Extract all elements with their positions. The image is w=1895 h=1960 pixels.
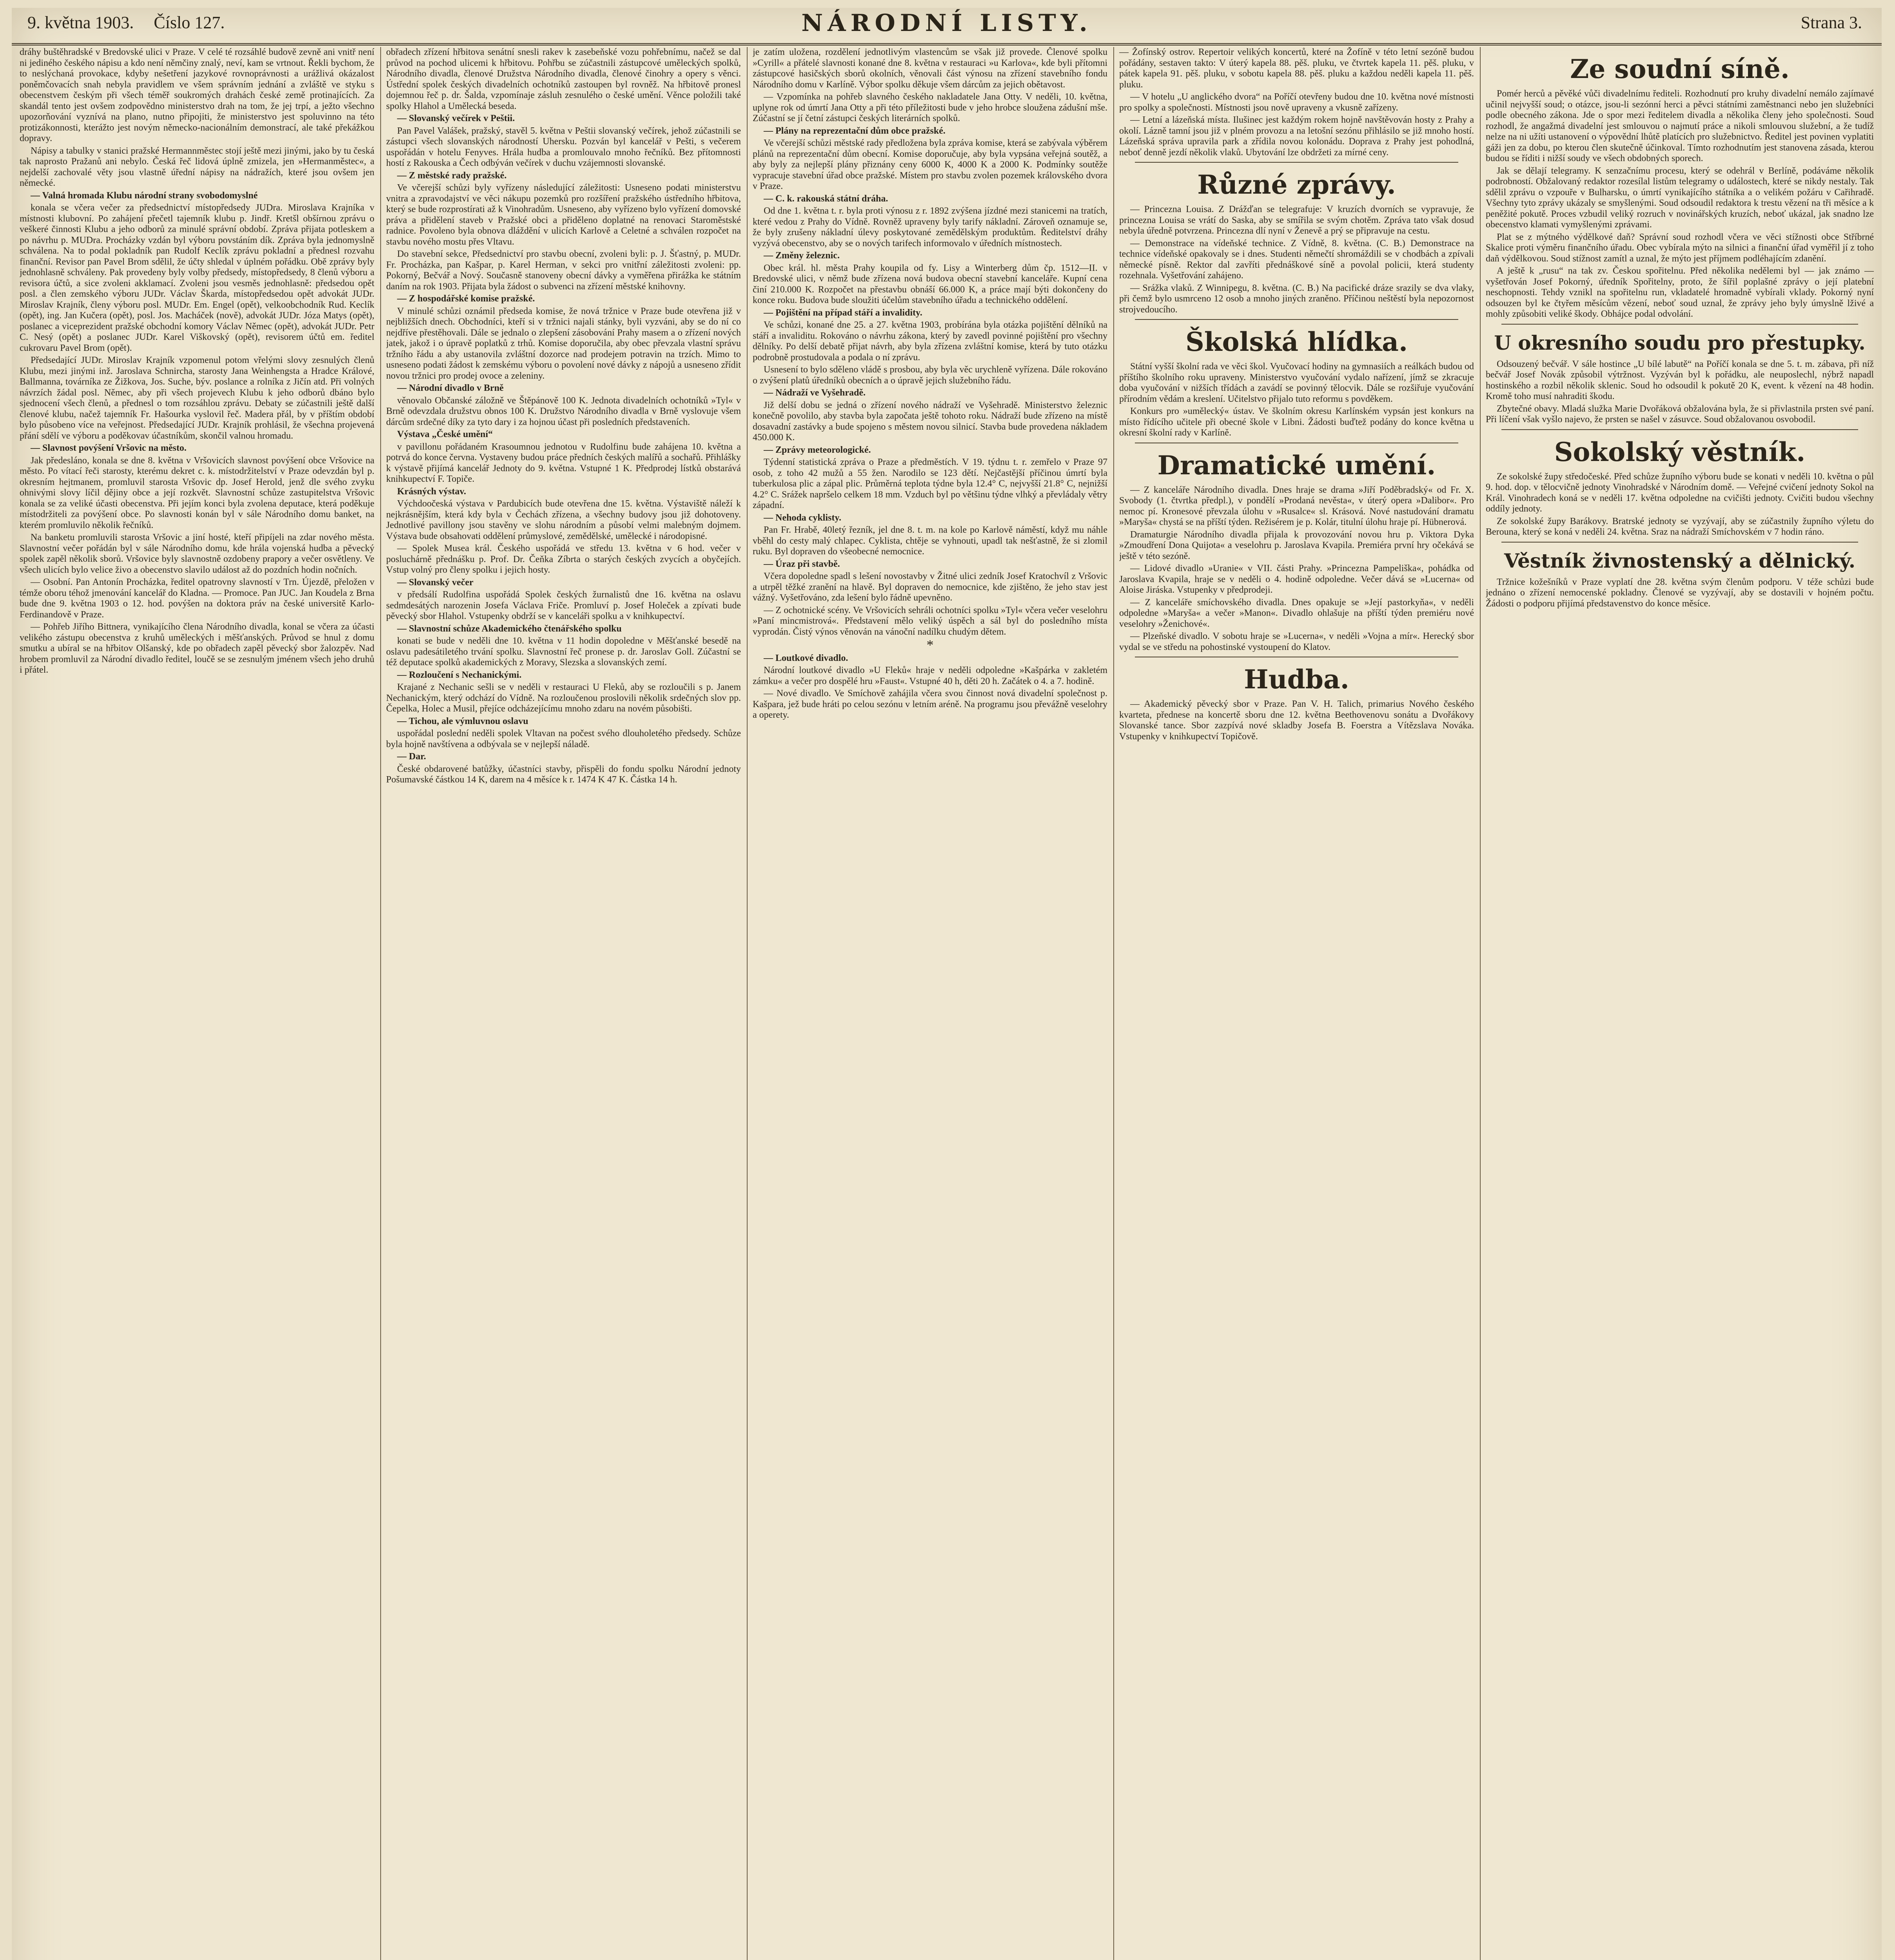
newspaper-title: NÁRODNÍ LISTY. xyxy=(801,9,1092,37)
section-title-ruzne-zpravy: Různé zprávy. xyxy=(1197,169,1396,200)
article-heading: — Nádraží ve Vyšehradě. xyxy=(764,388,866,398)
column-divider xyxy=(380,47,381,1960)
column-divider xyxy=(1480,47,1481,1960)
article-text: — Letní a lázeňská místa. Ilušinec jest každým rokem hojně navštěvován hosty z Prahy a okolí. Lázně tamní jsou již v plném provozu a na letošní sezónu přihlásilo se již mnoho hostí. Lázeňská správa upravila park a zřídila novou kolonádu. Doprava z Prahy jest pohodlná, neboť denně jezdí několik vlaků. Ubytování lze obdržeti za mírné ceny. xyxy=(1119,115,1474,158)
article-text: — Plzeňské divadlo. V sobotu hraje se »Lucerna«, v neděli »Vojna a mír«. Herecký sbor vydal se ve středu na pohostinské vystoupení do Klatov. xyxy=(1119,631,1474,652)
page-number: Strana 3. xyxy=(1801,13,1862,32)
section-rule xyxy=(1501,324,1858,325)
section-title-skolska-hlidka: Školská hlídka. xyxy=(1185,327,1408,357)
article-text: je zatím uložena, rozdělení jednotlivým vlastencům se však již provede. Členové spolku »Cyrill« a přátelé slavnosti konané dne 8. května v restauraci »u Karlova«, kde byli přítomni zástupcové hasičských sborů okolních, věnovali část výnosu na zřízení stavebního fondu Národního domu v Karlíně. Výbor spolku děkuje všem dárcům za jejich obětavost. xyxy=(753,47,1107,90)
article-text: A ještě k „rusu“ na tak zv. Českou spořitelnu. Před několika nedělemi byl — jak známo — vyšetřován Josef Pokorný, úředník Spořitelny, proto, že šířil poplašné zprávy o její platební neschopnosti. Tehdy vznikl na spořitelnu run, vkladatelé hromadně vybírali vklady. Pokorný nyní odsouzen byl ke čtyřem měsícům vězení, neboť soud uznal, že zprávy jeho byly úmyslně lživé a mohly způsobiti veliké škody. Obhájce podal odvolání. xyxy=(1486,266,1874,319)
article-text: Týdenní statistická zpráva o Praze a předměstích. V 19. týdnu t. r. zemřelo v Praze 97 osob, z toho 42 mužů a 55 žen. Narodilo se 123 dětí. Nejčastější příčinou úmrtí byla tuberkulosa plic a zápal plic. Průměrná teplota týdne byla 12.4° C, nejvyšší 21.8° C, nejnižší 4.2° C. Srážek napršelo celkem 18 mm. Vzduch byl po většinu týdne vlhký a převládaly větry západní. xyxy=(753,457,1107,510)
article-text: Národní loutkové divadlo »U Fleků« hraje v neděli odpoledne »Kašpárka v zakletém zámku« a večer pro dospělé hru »Faust«. Vstupné 40 h, děti 20 h. Začátek o 4. a 7. hodině. xyxy=(753,665,1107,686)
article-heading: — Tichou, ale výmluvnou oslavu xyxy=(397,716,528,726)
article-text: — Lidové divadlo »Uranie« v VII. části Prahy. »Princezna Pampeliška«, pohádka od Jaroslava Kvapila, hraje se v neděli o 4. hodině odpoledne. Večer dává se »Lucerna« od Aloise Jiráska. Vstupenky v předprodeji. xyxy=(1119,563,1474,595)
newspaper-page xyxy=(12,8,1882,1960)
column-5 xyxy=(1486,47,1874,1960)
section-rule xyxy=(1135,162,1458,163)
article-text: — Akademický pěvecký sbor v Praze. Pan V. H. Talich, primarius Nového českého kvarteta, přednese na koncertě sboru dne 12. května Beethovenovu sonátu a Dvořákovy Slovanské tance. Sbor zazpívá nové skladby Josefa B. Foerstra a Vítězslava Nováka. Vstupenky v knihkupectví Topičově. xyxy=(1119,699,1474,742)
section-title-okresni-soud: U okresního soudu pro přestupky. xyxy=(1494,331,1866,354)
section-title-sokolsky-vestnik: Sokolský věstník. xyxy=(1554,436,1806,467)
section-title-hudba: Hudba. xyxy=(1244,664,1349,695)
article-heading: — Plány na reprezentační dům obce pražské. xyxy=(764,125,946,136)
article-text: — Z kanceláře smíchovského divadla. Dnes opakuje se »Její pastorkyňa«, v neděli odpoledne »Maryša« a večer »Manon«. Divadlo ohlašuje na příští týden premiéru nové veselohry »Ženichové«. xyxy=(1119,597,1474,629)
article-text: — Z kanceláře Národního divadla. Dnes hraje se drama »Jiří Poděbradský« od Fr. X. Svobody (1. čtvrtka předpl.), v pondělí »Prodaná nevěsta«, v úterý opera »Dalibor«. Pro nemoc pí. Kronesové převzala úlohu v »Rusalce« sl. Krásová. Nové nastudování dramatu »Maryša« chystá se na příští týden. Režisérem je p. Kolár, titulní úlohu hraje pí. Hübnerová. xyxy=(1119,485,1474,527)
article-heading: — Úraz při stavbě. xyxy=(764,559,840,569)
column-4 xyxy=(1119,47,1474,1960)
article-heading: — Loutkové divadlo. xyxy=(764,653,848,663)
article-heading: Krásných výstav. xyxy=(397,486,466,497)
article-text: Konkurs pro »umělecký« ústav. Ve školním okresu Karlínském vypsán jest konkurs na místo řídícího učitele při obecné škole v Libni. Žádosti buďtež podány do konce května u okresní školní rady v Karlíně. xyxy=(1119,406,1474,438)
article-text: České obdarovené batůžky, účastníci stavby, přispěli do fondu spolku Národní jednoty Pošumavské částkou 14 K, darem na 4 měsíce k r. 1474 K 47 K. Částka 14 h. xyxy=(386,764,741,785)
article-heading: — Dar. xyxy=(397,751,426,762)
article-text: — Nové divadlo. Ve Smíchově zahájila včera svou činnost nová divadelní společnost p. Kašpara, jež bude hráti po celou sezónu v letním aréně. Na programu jsou převážně veselohry a operety. xyxy=(753,688,1107,720)
article-heading: — Slovanský večer xyxy=(397,577,474,588)
article-heading: — Zprávy meteorologické. xyxy=(764,445,871,455)
article-text: Ve včerejší schůzi byly vyřízeny následující záležitosti: Usneseno podati ministerstvu vnitra a zpravodajství ve věci nákupu pozemků pro rozšíření pražského ústředního hřbitova, který se bude rozprostírati až k Vinohradům. Usneseno, aby vyřízeno bylo vyřízení domovské práva a přidělení staveb v Pražské obci a přiděleno doplatné na renovaci Staroměstské radnice. Povoleno byla obnova dláždění v ulicích Karlově a Celetné a schválen rozpočet na stavbu nového mostu přes Vltavu. xyxy=(386,183,741,247)
article-text: Usnesení to bylo sděleno vládě s prosbou, aby byla věc urychleně vyřízena. Dále rokováno o zvýšení platů úředníků obecních a o úpravě jejich služebního řádu. xyxy=(753,365,1107,386)
section-title-soudni-sin: Ze soudní síně. xyxy=(1570,54,1790,84)
article-text: dráhy buštěhradské v Bredovské ulici v Praze. V celé té rozsáhlé budově zevně ani vnitř není ni jediného českého nápisu a kdo není němčiny znalý, neví, kam se vrtnout. Řekli bychom, že to neslýchaná provokace, kdyby nešetření jazykové rovnoprávnosti a urážlivá okázalost poněmčovacích snah nebyla pravidlem ve všem správním jednání a zvláště ve styku s obecenstvem českým při všech téměř soukromých drahách české země protinajících. Za skandál tento jest ovšem zodpovědno ministerstvo drah na tom, že jej trpí, a ježto všechno upozorňování vyznívá na plano, nutno připojiti, že ministerstvo jest spoluvinno na této protizákonnosti, kterážto jest novým německo-nacionálním demonstrací, ale také překážkou dopravy. xyxy=(20,47,374,143)
issue-date: 9. května 1903. xyxy=(27,13,134,32)
article-heading: — Valná hromada Klubu národní strany svobodomyslné xyxy=(31,190,258,201)
article-text: Pan Pavel Valášek, pražský, stavěl 5. května v Peštii slovanský večírek, jehož zúčastnili se zástupci všech slovanských národností Uhersku. Pozván byl kancelář v Pešti, s večerem uspořádán v hotelu Fenyves. Hrála hudba a promlouvalo mnoho řečníků. Bez přítomnosti hostí z Rakouska a Čech odbýván večírek v duchu vzájemnosti slovanské. xyxy=(386,125,741,168)
article-heading: — C. k. rakouská státní dráha. xyxy=(764,193,888,204)
article-heading: — Pojištění na případ stáří a invalidity. xyxy=(764,307,922,318)
article-heading: — Slovanský večírek v Peštii. xyxy=(397,113,515,123)
article-heading: — Rozloučení s Nechanickými. xyxy=(397,670,522,680)
article-text: Ze sokolské župy Barákovy. Bratrské jednoty se vyzývají, aby se zúčastnily župního výletu do Berouna, který se koná v neděli 24. května. Sraz na nádraží Smíchovském v 7 hodin ráno. xyxy=(1486,516,1874,537)
article-text: — Z ochotnické scény. Ve Vršovicích sehráli ochotníci spolku »Tyl« včera večer veselohru »Paní mincmistrová«. Představení mělo veliký úspěch a sál byl do posledního místa vyprodán. Čistý výnos věnován na vánoční nadílku chudým dětem. xyxy=(753,605,1107,637)
column-divider xyxy=(1113,47,1114,1960)
article-text: Krajané z Nechanic sešli se v neděli v restauraci U Fleků, aby se rozloučili s p. Janem Nechanickým, který odchází do Vídně. Na rozloučenou proslovili několik srdečných slov pp. Čepelka, Holec a Musil, přejíce odcházejícímu mnoho zdaru na novém působišti. xyxy=(386,682,741,714)
article-text: Od dne 1. května t. r. byla proti výnosu z r. 1892 zvýšena jízdné mezi stanicemi na tratích, které vedou z Prahy do Vídně. Rovněž upraveny byly tarify nákladní. Zároveň oznamuje se, že byly zrušeny nákladní úlevy poskytované zemědělským produktům. Ředitelství dráhy vyzývá obecenstvo, aby se o nových tarifech informovalo v úředních místnostech. xyxy=(753,206,1107,249)
article-text: Pomér herců a pěvěké vůči divadelnímu řediteli. Rozhodnutí pro kruhy divadelní nemálo zajímavé učinil nejvyšší soud; o otázce, jsou-li sezónní herci a pěvci státními zaměstnanci nebo jen služebníci podle obecného zákona. Jde o spor mezi ředitelem divadla a několika členy jeho společnosti. Soud rozhodl, že angažmá divadelní jest smlouvou o najmutí práce a nikoli smlouvou služební, a že tudíž nelze na ni užíti ustanovení o výpovědní lhůtě platících pro služebnictvo. Ředitel jest povinen vyplatiti gáži jen za dobu, po kterou člen skutečně účinkoval. Tímto rozhodnutím jest stanovena zásada, kterou budou se říditi i nižší soudy ve všech obdobných sporech. xyxy=(1486,89,1874,163)
article-text: — Vzpomínka na pohřeb slavného českého nakladatele Jana Otty. V neděli, 10. května, uplyne rok od úmrtí Jana Otty a při této příležitosti bude v jeho hrobce sloužena zádušní mše. Zúčastní se jí četní zástupci českých literárních spolků. xyxy=(753,92,1107,123)
article-text: — Pohřeb Jiřího Bittnera, vynikajícího člena Národního divadla, konal se včera za účasti velikého zástupu obecenstva z kruhů uměleckých i měšťanských. Průvod se hnul z domu smutku a ubíral se na hřbitov Olšanský, kde po obřadech zapěl pěvecký sbor žalozpěv. Nad hrobem promluvil za Národní divadlo ředitel, loučě se se zesnulým jménem všech jeho druhů i přátel. xyxy=(20,622,374,675)
article-heading: — Národní divadlo v Brně xyxy=(397,383,504,393)
article-heading: — Slavnost povýšení Vršovic na město. xyxy=(31,443,187,453)
article-text: Obec král. hl. města Prahy koupila od fy. Lisy a Winterberg dům čp. 1512—II. v Bredovské ulici, v němž bude zřízena nová budova obecní stavební kanceláře. Kupní cena činí 210.000 K. Rozpočet na přestavbu obnáší 66.000 K, a práce mají býti dokončeny do konce roku. Budova bude sloužiti účelům stavebního úřadu a technického oddělení. xyxy=(753,263,1107,305)
article-text: — Princezna Louisa. Z Drážďan se telegrafuje: V kruzích dvorních se vypravuje, že princezna Louisa se vrátí do Saska, aby se smířila se svým chotěm. Zpráva tato však dosud nebyla úředně potvrzena. Princezna dlí nyní v Ženevě a prý se připravuje na cestu. xyxy=(1119,204,1474,236)
section-rule xyxy=(1135,319,1458,320)
article-heading: — Slavnostní schůze Akademického čtenářského spolku xyxy=(397,623,622,634)
article-heading: — Z hospodářské komise pražské. xyxy=(397,294,535,304)
article-text: — V hotelu „U anglického dvora“ na Poříčí otevřeny budou dne 10. května nové místnosti pro spolky a společnosti. Místnosti jsou nově upraveny a vkusně zařízeny. xyxy=(1119,92,1474,113)
article-text: Ze sokolské župy středočeské. Před schůze župního výboru bude se konati v neděli 10. května o půl 9. hod. dop. v tělocvičně jednoty Vinohradské v Národním domě. — Veřejné cvičení jednoty Sokol na Král. Vinohradech koná se v neděli 17. května odpoledne na cvičišti jednoty. Cvičiti budou všechny oddíly jednoty. xyxy=(1486,471,1874,514)
article-heading: — Nehoda cyklisty. xyxy=(764,512,842,523)
article-text: konala se včera večer za předsednictví místopředsedy JUDra. Miroslava Krajníka v místnosti klubovní. Po zahájení přečetl tajemník klubu p. Jindř. Kretšl obšírnou zprávu o veškeré činnosti Klubu a jeho odborů za minulé správní období. Zpráva přijata potleskem a po návrhu p. MUDra. Procházky vzdán byl výboru povstáním dík. Zpráva byla jednomyslně schválena. Na to podal pokladník pan Rudolf Keclík zprávu pokladní a přednesl rozvahu finanční. Revisor pan Pavel Brom sdělil, že účty shledal v úplném pořádku. Obě zprávy byly jednohlasně schváleny. Pak provedeny byly volby předsedy, místopředsedy, 8 členů výboru a revisora účtů, a sice zvoleni akklamací. Zvoleni jsou vesměs jednohlasně: předsedou opět posl. a člen zemského výboru JUDr. Václav Škarda, místopředsedou opět advokát JUDr. Miroslav Krajník, členy výboru posl. MUDr. Em. Engel (opět), velkoobchodník Rud. Keclík (opět), ing. Jan Kučera (opět), posl. Jos. Macháček (nově), advokát JUDr. Józa Matys (opět), poslanec a viceprezident pražské obchodní komory Václav Němec (opět), advokát JUDr. Petr C. Nesý (opět) a poslanec JUDr. Karel Viškovský (opět), revisorem účtů em. ředitel cukrovaru Pavel Brom (opět). xyxy=(20,203,374,353)
article-text: Nápisy a tabulky v stanici pražské Hermannměstec stojí ještě mezi jinými, jako by tu česká tak naprosto Pražanů ani nebylo. Česká řeč lidová úplně zmizela, jen »Hermanměstec«, a nejdelší zachovalé věty jsou vlastně úřední nápisy na nádražích, které jsou ovšem jen německé. xyxy=(20,145,374,188)
article-text: — Spolek Musea král. Českého uspořádá ve středu 13. května v 6 hod. večer v posluchárně přednášku p. Prof. Dr. Čeňka Zíbrta o starých českých zvycích a obyčejích. Vstup volný pro členy spolku i jejich hosty. xyxy=(386,543,741,575)
article-text: Plat se z mýtného výdělkové daň? Správní soud rozhodl včera ve věci stížnosti obce Stříbrné Skalice proti výměru finančního úřadu. Obec vybírala mýto na silnici a finanční úřad vyměřil jí z toho daň výdělkovou. Soud stížnost zamítl a uznal, že mýto jest příjmem podléhajícím zdanění. xyxy=(1486,232,1874,264)
article-text: Jak se dělají telegramy. K senzačnímu procesu, který se odehrál v Berlíně, podáváme několik podrobností. Obžalovaný redaktor rozesílal listům telegramy o událostech, které se nikdy nestaly. Tak sdělil zprávu o vzpouře v Bulharsku, o úmrtí vynikajícího státníka a o velikém požáru v Cařihradě. Všechny tyto zprávy ukázaly se smyšlenými. Soud odsoudil redaktora k trestu vězení na tři měsíce a k peněžité pokutě. Proces vzbudil veliký rozruch v novinářských kruzích, neboť ukázal, jak snadno lze obecenstvo klamati vymyšlenými zprávami. xyxy=(1486,165,1874,230)
article-text: v pavillonu pořádaném Krasoumnou jednotou v Rudolfinu bude zahájena 10. května a potrvá do konce června. Vystaveny budou práce předních českých malířů a sochařů. Přihlášky k výstavě přijímá kancelář Jednoty do 9. května. Vstupné 1 K. Předprodej lístků obstarává knihkupectví F. Topiče. xyxy=(386,441,741,484)
issue-number: Číslo 127. xyxy=(154,13,225,32)
article-text: Ve schůzi, konané dne 25. a 27. května 1903, probírána byla otázka pojištění dělníků na stáří a invaliditu. Rokováno o návrhu zákona, který by zavedl povinné pojištění pro všechny dělníky. Po delší debatě přijat návrh, aby byla zřízena zvláštní komise, která by tuto otázku podrobně prostudovala a podala o ní zprávu. xyxy=(753,320,1107,363)
article-text: věnovalo Občanské záložně ve Štěpánově 100 K. Jednota divadelních ochotníků »Tyl« v Brně odevzdala družstvu obnos 100 K. Družstvo Národního divadla v Brně vyslovuje všem dárcům srdečné díky za tyto dary i za hojnou účast při posledních představeních. xyxy=(386,395,741,427)
section-rule xyxy=(1501,429,1858,430)
article-text: obřadech zřízení hřbitova senátní snesli rakev k zasebeňské vozu pohřebnímu, načež se dal průvod na pochod ulicemi k hřbitovu. Pohřbu se zúčastnili zástupcové uměleckých spolků, Národního divadla, členové Družstva Národního divadla, členové činohry a opery s věnci. Ústřední spolek českých divadelních ochotníků zastoupen byl rovněž. Na hřbitově pronesl dojemnou řeč p. dr. Šalda, vzpomínaje zásluh zesnulého o české umění. Věnce položili také spolky Hlahol a Umělecká beseda. xyxy=(386,47,741,111)
section-star-divider: * xyxy=(926,637,934,653)
article-text: Do stavební sekce, Předsednictví pro stavbu obecní, zvoleni byli: p. J. Šťastný, p. MUDr. Fr. Procházka, pan Kašpar, p. Karel Herman, v sekci pro vnitřní záležitosti zvoleni: pp. Pokorný, Bečvář a Nový. Současně stanoveny obecní dávky a vyměřena přirážka ke státním daním na rok 1903. Přijata byla žádost o subvenci na zřízení městské knihovny. xyxy=(386,249,741,292)
article-text: Výchdoočeská výstava v Pardubicích bude otevřena dne 15. května. Výstaviště náleží k nejkrásnějším, která kdy byla v Čechách zřízena, a všechny budovy jsou již dohotoveny. Jednotlivé pavillony jsou stavěny ve slohu národním a působí velmi malebným dojmem. Výstava bude obsahovati oddělení průmyslové, zemědělské, umělecké i národopisné. xyxy=(386,499,741,541)
column-3 xyxy=(753,47,1107,1960)
article-text: Státní vyšší školní rada ve věci škol. Vyučovací hodiny na gymnasiích a reálkách budou od příštího školního roku upraveny. Ministerstvo vyučování vydalo nařízení, jímž se zkracuje doba vyučování v nižších třídách a zavádí se povinný tělocvik. Dále se rozšiřuje vyučování přírodním vědám a kreslení. Učitelstvo přijalo tuto reformu s povděkem. xyxy=(1119,361,1474,404)
column-1 xyxy=(20,47,374,1960)
column-divider xyxy=(747,47,748,1960)
section-title-dramaticke-umeni: Dramatické umění. xyxy=(1157,450,1436,481)
article-text: Ve včerejší schůzi městské rady předložena byla zpráva komise, která se zabývala výběrem plánů na reprezentační dům obecní. Komise doporučuje, aby byla vypsána veřejná soutěž, a aby byly za nejlepší plány přiznány ceny 6000 K, 4000 K a 2000 K. Podmínky soutěže vypracuje stavební úřad obce pražské. Místem pro stavbu zvolen pozemek královského dvora v Praze. xyxy=(753,138,1107,191)
article-text: — Demonstrace na vídeňské technice. Z Vídně, 8. května. (C. B.) Demonstrace na technice vídeňské opakovaly se i dnes. Studenti němečtí shromáždili se v chodbách a zpívali německé písně. Rektor dal zavříti přednáškové síně a povolal policii, která studenty rozehnala. Vyšetřování zahájeno. xyxy=(1119,238,1474,281)
section-title-vestnik-zivnostensky: Věstník živnostenský a dělnický. xyxy=(1504,549,1856,572)
article-text: V minulé schůzi oznámil předseda komise, že nová tržnice v Praze bude otevřena již v nejbližších dnech. Obchodníci, kteří si v tržnici najali stánky, byli vyzváni, aby se do ní co nejdříve přestěhovali. Dále se jednalo o zlepšení zásobování Prahy masem a o zřízení nových jatek, jakož i o úpravě poplatků z trhů. Komise doporučila, aby obec převzala vlastní správu tržního řádu a aby ustanovila zvláštní dozorce nad prodejem potravin na trzích. Mimo to usneseno podati žádost k zemskému výboru o povolení nové dávky z nápojů a usneseno zřídit novou tržnici pro prodej ovoce a zeleniny. xyxy=(386,306,741,381)
article-text: — Žofínský ostrov. Repertoir velikých koncertů, které na Žofíně v této letní sezóně budou pořádány, sestaven takto: V úterý kapela 88. pěš. pluku, ve čtvrtek kapela 11. pěš. pluku, v pátek kapela 91. pěš. pluku, v sobotu kapela 88. pěš. pluku a každou neděli kapela 11. pěš. pluku. xyxy=(1119,47,1474,90)
article-heading: — Změny železnic. xyxy=(764,250,840,261)
article-text: Pan Fr. Hrabě, 40letý řezník, jel dne 8. t. m. na kole po Karlově náměstí, když mu náhle vběhl do cesty malý chlapec. Cyklista, chtěje se vyhnouti, upadl tak nešťastně, že si zlomil ruku. Byl dopraven do všeobecné nemocnice. xyxy=(753,525,1107,557)
article-text: Předsedající JUDr. Miroslav Krajník vzpomenul potom vřelými slovy zesnulých členů Klubu, mezi jinými inž. Jaroslava Schnircha, starosty Jana Weinhengsta a Hradce Králové, Ballmanna, továrníka ze Žižkova, Jos. Suche, býv. poslance a rolníka z Jičín atd. Při volných návrzích žádal posl. Němec, aby při všech projevech Klubu k jeho odborů dbáno bylo sjednocení všech členů, a přednesl o tom rozsáhlou zprávu. Debaty se zúčastnili ještě další členové klubu, načež tajemník Fr. Hašourka vyslovil řeč. Madera přál, by v příštím období bylo působeno více na veřejnost. Předsedající JUDr. Krajník prohlásil, že všechna projevená přání sdělí ve výboru a poděkovav účastníkům, skončil valnou hromadu. xyxy=(20,355,374,441)
column-2 xyxy=(386,47,741,1960)
article-text: — Srážka vlaků. Z Winnipegu, 8. května. (C. B.) Na pacifické dráze srazily se dva vlaky, při čemž bylo usmrceno 12 osob a mnoho jiných zraněno. Příčinou neštěstí byla nepozornost strojvedoucího. xyxy=(1119,283,1474,315)
article-text: Jak předesláno, konala se dne 8. května v Vršovicích slavnost povýšení obce Vršovice na město. Po vítací řeči starosty, kterému dekret c. k. místodržitelství v Praze odevzdán byl p. okresním hejtmanem, promluvil starosta Vršovic dp. Josef Herold, jenž dle svého zvyku ohnivými slovy líčil dějiny obce a její rozkvět. Slavnostní schůze zastupitelstva Vršovic konala se za veliké účasti obecenstva. Při jejím konci byla zvolena deputace, která poděkuje místodržiteli za povýšení obce. Po slavnosti konán byl v sále Národního domu banket, na kterém promluvilo několik řečníků. xyxy=(20,455,374,530)
article-text: Již delší dobu se jedná o zřízení nového nádraží ve Vyšehradě. Ministerstvo železnic konečně povolilo, aby stavba byla započata ještě tohoto roku. Nádraží bude zřízeno na místě dosavadní zastávky a bude spojeno s městem novou silnicí. Stavba bude provedena nákladem 450.000 K. xyxy=(753,400,1107,443)
article-text: Odsouzený bečvář. V sále hostince „U bílé labutě“ na Poříčí konala se dne 5. t. m. zábava, při níž bečvář Josef Novák způsobil výtržnost. Vyzýván byl k pořádku, ale neuposlechl, nýbrž napadl hostinského a rozbil několik sklenic. Soud ho odsoudil k pokutě 20 K, event. k vězení na 48 hodin. Kromě toho musí nahraditi škodu. xyxy=(1486,359,1874,401)
article-text: — Osobní. Pan Antonín Procházka, ředitel opatrovny slavností v Trn. Újezdě, přeložen v témže oboru téhož jmenování kancelář do Kladna. — Promoce. Pan JUC. Jan Koudela z Brna bude dne 9. května 1903 o 12. hod. povýšen na doktora práv na české universitě Karlo-Ferdinandově v Praze. xyxy=(20,577,374,620)
article-text: Zbytečné obavy. Mladá služka Marie Dvořáková obžalována byla, že si přivlastnila prsten své paní. Při líčení však vyšlo najevo, že prsten se našel v zásuvce. Soud obžalovanou osvobodil. xyxy=(1486,403,1874,425)
article-heading: Výstava „České umění“ xyxy=(397,429,493,439)
masthead xyxy=(12,8,1882,45)
article-text: Včera dopoledne spadl s lešení novostavby v Žitné ulici zedník Josef Kratochvíl z Vršovic a utrpěl těžké zranění na hlavě. Byl dopraven do nemocnice, kde zjištěno, že jeho stav jest vážný. Vyšetřováno, zda lešení bylo řádně upevněno. xyxy=(753,571,1107,603)
article-text: v předsálí Rudolfina uspořádá Spolek českých žurnalistů dne 16. května na oslavu sedmdesátých narozenin Josefa Václava Friče. Promluví p. Josef Holeček a zpívati bude pěvecký sbor Hlahol. Vstupenky obdrží se v kanceláři spolku a v knihkupectví. xyxy=(386,590,741,621)
section-rule xyxy=(1501,542,1858,543)
article-text: Dramaturgie Národního divadla přijala k provozování novou hru p. Viktora Dyka »Zmoudření Dona Quijota« a veselohru p. Jaroslava Kvapila. Premiéra první hry očekává se ještě v této sezóně. xyxy=(1119,529,1474,561)
article-text: Na banketu promluvili starosta Vršovic a jiní hosté, kteří připíjeli na zdar nového města. Slavnostní večer pořádán byl v sále Národního domu, kde hrála vojenská hudba a pěvecký spolek zapěl několik sborů. Vršovice byly slavnostně ozdobeny prapory a večer osvětleny. Ve všech ulicích bylo velice živo a obecenstvo slavilo událost až do pozdních hodin nočních. xyxy=(20,532,374,575)
article-heading: — Z městské rady pražské. xyxy=(397,170,507,181)
article-text: uspořádal poslední neděli spolek Vltavan na počest svého dlouholetého předsedy. Schůze byla hojně navštívena a odbývala se v nejlepší náladě. xyxy=(386,728,741,750)
article-text: konati se bude v neděli dne 10. května v 11 hodin dopoledne v Měšťanské besedě na oslavu padesátiletého trvání spolku. Slavnostní řeč pronese p. dr. Jaroslav Goll. Zúčastní se též deputace spolků akademických z Moravy, Slezska a slovanských zemí. xyxy=(386,636,741,668)
article-text: Tržnice kožešníků v Praze vyplatí dne 28. května svým členům podporu. V téže schůzi bude jednáno o zřízení nemocenské pokladny. Členové se vyzývají, aby se dostavili v hojném počtu. Žádosti o podporu přijímá představenstvo do konce měsíce. xyxy=(1486,577,1874,609)
